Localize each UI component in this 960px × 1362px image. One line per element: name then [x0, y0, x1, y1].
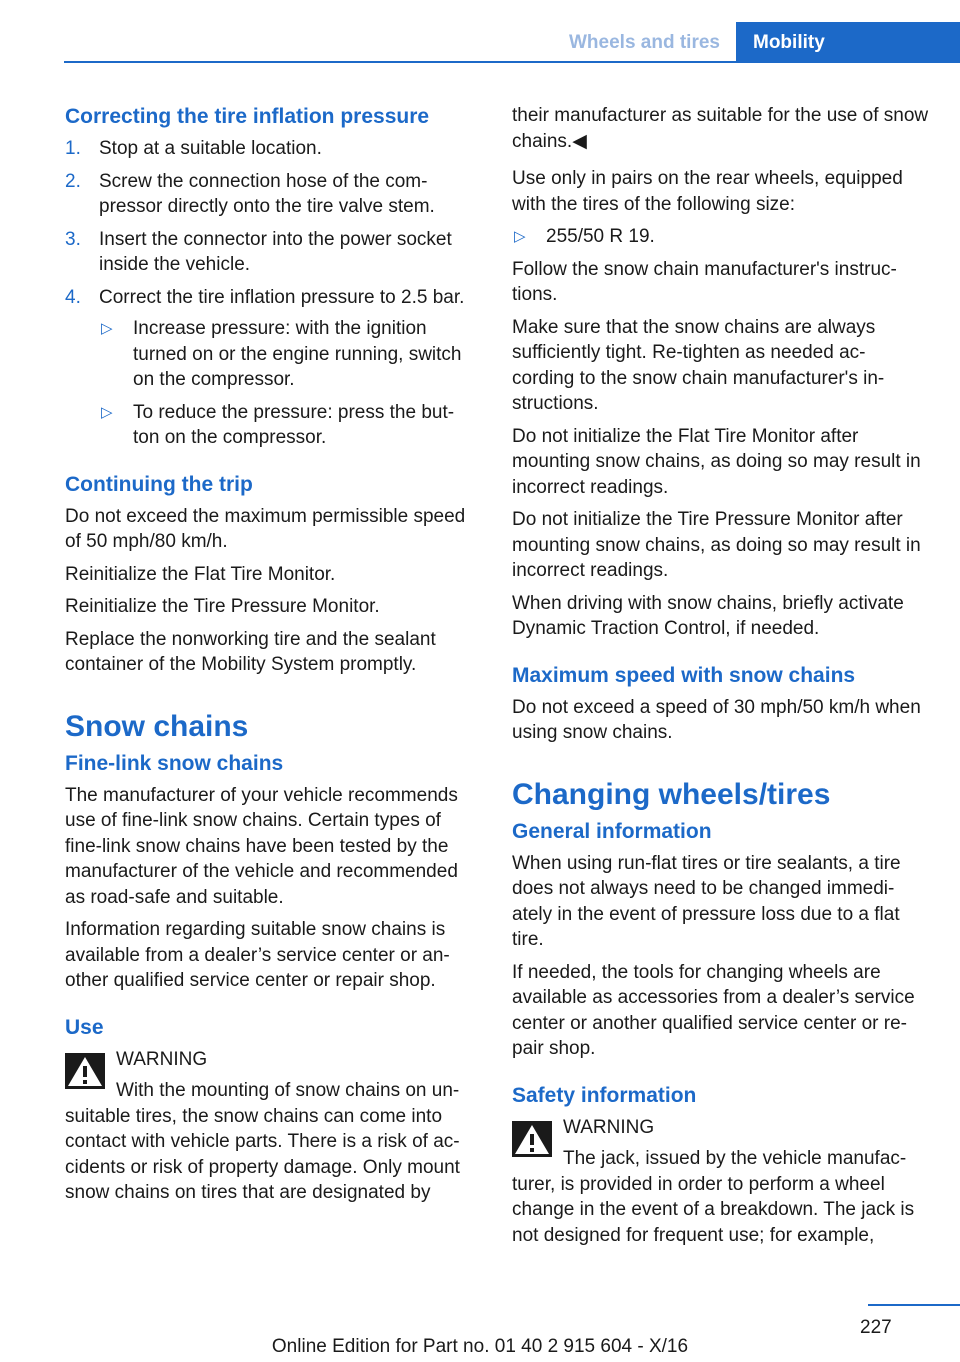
warning-text-first-line: The jack, issued by the vehicle manufac‐: [563, 1148, 907, 1169]
header-rule: [64, 61, 960, 63]
warning-box: [65, 1047, 480, 1206]
triangle-bullet-icon: ▷: [101, 403, 113, 421]
paragraph: Use only in pairs on the rear wheels, equipped with the tires of the following size:: [512, 168, 903, 215]
list-item-text: Screw the connection hose of the com‐ pressor directly onto the tire valve stem.: [99, 170, 435, 217]
warning-label: WARNING: [116, 1048, 208, 1070]
list-item-text: Correct the tire inflation pressure to 2.5 bar.: [99, 286, 465, 308]
heading-use: Use: [65, 1015, 104, 1039]
bullet-item: [99, 316, 480, 393]
warning-icon: [512, 1121, 552, 1157]
list-number: 4.: [65, 286, 81, 308]
title-changing-wheels: Changing wheels/tires: [512, 777, 831, 811]
paragraph: The manufacturer of your vehicle recommends use of fine-link snow chains. Certain types of fine-link snow chains have been tested by the manufacturer of the vehicle and recommended as road-safe and suitable.: [65, 784, 458, 908]
warning-icon: [65, 1053, 105, 1089]
heading-max-speed: Maximum speed with snow chains: [512, 663, 856, 687]
paragraph: When driving with snow chains, briefly activate Dynamic Traction Control, if needed.: [512, 592, 904, 639]
paragraph: Do not initialize the Tire Pressure Monitor after mounting snow chains, as doing so may result in incorrect readings.: [512, 509, 921, 581]
paragraph: Do not initialize the Flat Tire Monitor after mounting snow chains, as doing so may result in incorrect readings.: [512, 425, 921, 498]
heading-safety-information: Safety information: [512, 1083, 697, 1107]
triangle-bullet-icon: ▷: [514, 228, 526, 245]
list-number: 1.: [65, 138, 81, 159]
triangle-bullet-icon: ▷: [101, 320, 113, 337]
header-section-title: Wheels and tires: [569, 32, 720, 53]
sub-list: [99, 316, 480, 451]
paragraph: Reinitialize the Tire Pressure Monitor.: [65, 596, 380, 617]
warning-label: WARNING: [563, 1116, 655, 1138]
paragraph: Make sure that the snow chains are always sufficiently tight. Re-tighten as needed ac‐ cording to the snow chain manufacturer's in‐ structions.: [512, 316, 885, 414]
paragraph: If needed, the tools for changing wheels are available as accessories from a dealer’s service center or another qualified service center or re‐ pair shop.: [512, 961, 915, 1059]
heading-general-information: General information: [512, 819, 712, 843]
bullet-text: 255/50 R 19.: [546, 226, 655, 247]
footer-edition: Online Edition for Part no. 01 40 2 915 604 - X/16: [271, 1336, 689, 1357]
warning-text: turer, is provided in order to perform a wheel change in the event of a breakdown. The jack is not designed for frequent use; for example,: [512, 1173, 915, 1246]
warning-text-first-line: With the mounting of snow chains on un‐: [116, 1080, 460, 1101]
list-number: 3.: [65, 228, 81, 250]
left-column: [65, 103, 480, 1206]
header-tab-mobility: Mobility: [736, 22, 960, 62]
page-number: 227: [860, 1317, 892, 1338]
list-number: 2.: [65, 170, 81, 192]
paragraph: Follow the snow chain manufacturer's instruc‐ tions.: [512, 258, 897, 305]
heading-continuing-trip: Continuing the trip: [65, 472, 253, 496]
heading-fine-link-chains: Fine-link snow chains: [65, 751, 284, 775]
warning-text: suitable tires, the snow chains can come into contact with vehicle parts. There is a risk of ac‐ cidents or risk of property damage. Only mount snow chains on tires that are designated by: [65, 1105, 460, 1203]
bullet-text: Increase pressure: with the ignition turned on or the engine running, switch on the compressor.: [133, 318, 462, 390]
bullet-text: To reduce the pressure: press the but‐ ton on the compressor.: [133, 401, 455, 448]
bullet-item: [99, 400, 480, 451]
paragraph: Do not exceed a speed of 30 mph/50 km/h when using snow chains.: [512, 696, 921, 743]
warning-box: [512, 1115, 930, 1249]
list-item: [65, 227, 480, 278]
title-snow-chains: Snow chains: [65, 709, 249, 743]
list-item-text: Stop at a suitable location.: [99, 138, 322, 159]
heading-correcting-pressure: Correcting the tire inflation pressure: [65, 105, 430, 128]
paragraph: their manufacturer as suitable for the use of snow chains.◀: [512, 105, 929, 152]
list-item: [65, 136, 480, 162]
paragraph: Replace the nonworking tire and the sealant container of the Mobility System promptly.: [65, 628, 436, 675]
right-column: [512, 103, 930, 1248]
list-item: [65, 169, 480, 220]
paragraph: Reinitialize the Flat Tire Monitor.: [65, 563, 336, 585]
footer-rule: [868, 1304, 960, 1306]
paragraph: Do not exceed the maximum permissible speed of 50 mph/80 km/h.: [65, 505, 466, 552]
list-item-text: Insert the connector into the power socket inside the vehicle.: [99, 228, 452, 275]
list-item: [65, 285, 480, 451]
paragraph: When using run-flat tires or tire sealants, a tire does not always need to be changed immedi‐ ately in the event of pressure loss due to a flat tire.: [512, 852, 901, 950]
paragraph: Information regarding suitable snow chains is available from a dealer’s service center or an‐ other qualified service center or repair shop.: [65, 919, 450, 991]
bullet-item: [512, 224, 930, 250]
